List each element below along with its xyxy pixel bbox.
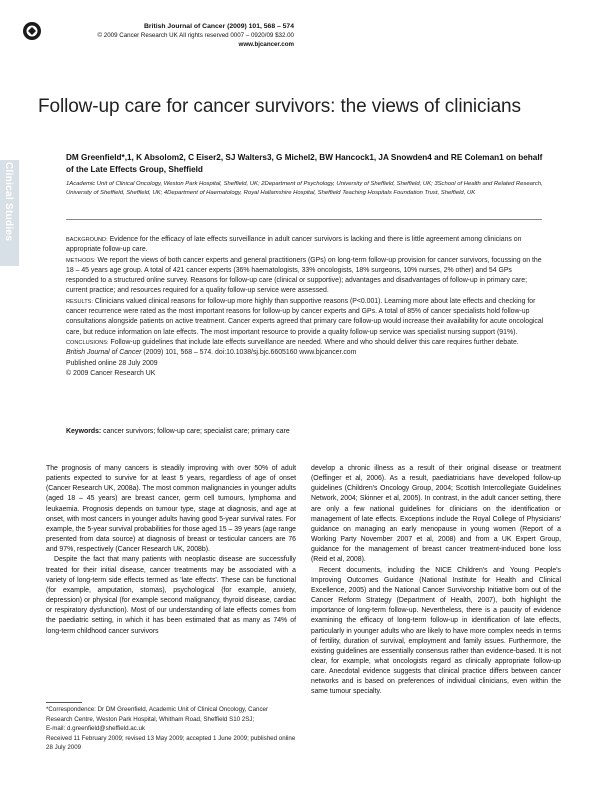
citation-journal: British Journal of Cancer xyxy=(66,349,142,357)
copyright-line: © 2009 Cancer Research UK All rights reserved 0007 – 0920/09 $32.00 xyxy=(97,32,294,39)
body-paragraph: The prognosis of many cancers is steadily improving with over 50% of adult patients expected to survive for at least 5 years, regardless of age of onset (Cancer Research UK, 2008a). The most common malignancies in younger adults (aged 18 – 45 years) are breast cancer, germ cell tumours, lymphoma and leukaemia. Prognosis depends on tumour type, stage at diagnosis, and age at onset, with most cancers in younger adults having good 5-year survival rates. For example, the 5-year survival probabilities for those aged 15 – 39 years (age range presented from data source) at diagnosis of breast or testicular cancers are 76 and 97%, respectively (Cancer Research UK, 2008b). xyxy=(46,465,296,554)
journal-header xyxy=(62,22,294,49)
abstract-background: Evidence for the efficacy of late effects surveillance in adult cancer survivors is lacking and there is little agreement among clinicians on appropriate follow-up care. xyxy=(66,236,522,254)
section-tab-label: Clinical Studies xyxy=(3,162,14,242)
received-dates: Received 11 February 2009; revised 13 May 2009; accepted 1 June 2009; published online 28 July 2009 xyxy=(46,734,296,752)
abstract-conclusions-head: CONCLUSIONS: xyxy=(66,339,109,346)
abstract-results-head: RESULTS: xyxy=(66,298,93,305)
abstract-methods-head: METHODS: xyxy=(66,257,96,264)
body-paragraph: develop a chronic illness as a result of their original disease or treatment (Oeffinger et al, 2006). As a result, paediatricians have developed follow-up guidelines (Children's Oncology Group, 2004; Scottish Intercollegiate Guidelines Network, 2004; Skinner et al, 2005). In contrast, in the adult cancer setting, there are only a few national guidelines for clinicians on the identification or management of late effects. Exceptions include the Royal College of Physicians' guidance on managing an early menopause in young women (Report of a Working Party November 2007 et al, 2008) and from a UK Expert Group, guidance for the management of breast cancer treatment-induced bone loss (Reid et al, 2008). xyxy=(311,465,561,564)
body-paragraph: Despite the fact that many patients with neoplastic disease are successfully treated for their initial disease, cancer treatments may be associated with a variety of long-term side effects termed as 'late effects'. These can be functional (for example, amputation, stomas), psychological (for example, anxiety, depression) or physical (for example second malignancy, thyroid disease, cardiac or respiratory dysfunction). Most of our understanding of late effects comes from the paediatric setting, in which it has been estimated that as many as 74% of long-term childhood cancer survivors xyxy=(46,556,296,635)
published-date: Published online 28 July 2009 xyxy=(66,359,158,367)
affiliations: 1Academic Unit of Clinical Oncology, Weston Park Hospital, Sheffield, UK; 2Department of Psychology, University of Sheffield, Sheffield, UK; 3School of Health and Related Research, University of Sheffield, Sheffield, UK; 4Department of Haematology, Royal Hallamshire Hospital, Sheffield Teaching Hospitals Foundation Trust, Sheffield, UK xyxy=(66,181,543,196)
citation-details: (2009) 101, 568 – 574. doi:10.1038/sj.bjc.6605160 www.bjcancer.com xyxy=(141,349,357,357)
keywords-label: Keywords: xyxy=(66,428,102,435)
body-right-column xyxy=(311,464,561,698)
abstract-conclusions: Follow-up guidelines that include late effects surveillance are needed. Where and who should deliver this care requires further debate. xyxy=(110,338,519,346)
body-left-column xyxy=(46,464,296,637)
journal-logo-icon xyxy=(22,21,42,41)
footnote-divider xyxy=(46,702,82,703)
body-paragraph: Recent documents, including the NICE Children's and Young People's Improving Outcomes Guidance (National Institute for Health and Clinical Excellence, 2005) and the National Cancer Survivorship Initiative born out of the Cancer Reform Strategy (Department of Health, 2007), both highlight the importance of long-term follow-up. Nevertheless, there is a paucity of evidence examining the efficacy of long-term follow-up in identification of late effects, particularly in younger adults who are likely to have more complex needs in terms of fertility, duration of survival, employment and family issues. Furthermore, the existing guidelines are essentially consensus rather than evidence-based. It is not clear, for example, what oncologists regard as clinically appropriate follow-up care. Anecdotal evidence suggests that clinical practice differs between cancer networks and is based on preferences of individual clinicians, even within the same tumour specialty. xyxy=(311,566,561,696)
email[interactable]: E-mail: d.greenfield@sheffield.ac.uk xyxy=(46,725,146,733)
author-list: DM Greenfield*,1, K Absolom2, C Eiser2, SJ Walters3, G Michel2, BW Hancock1, JA Snowden4 and RE Coleman1 on behalf of the Late Effects Group, Sheffield xyxy=(66,153,543,174)
section-tab xyxy=(0,160,19,266)
abstract-methods: We report the views of both cancer experts and general practitioners (GPs) on long-term follow-up provision for cancer survivors, focussing on the 18 – 45 years age group. A total of 421 cancer experts (36% haematologists, 33% oncologists, 18% surgeons, 10% nurses, 2% other) and 54 GPs responded to a structured online survey. Reasons for follow-up care (clinical or supportive); advantages and disadvantages of follow-up in primary care; current practice; and resources required for a quality follow-up service were assessed. xyxy=(66,256,542,295)
keywords xyxy=(66,428,290,435)
article-title: Follow-up care for cancer survivors: the views of clinicians xyxy=(38,96,521,117)
divider xyxy=(66,219,542,220)
correspondence: *Correspondence: Dr DM Greenfield, Academic Unit of Clinical Oncology, Cancer Research Centre, Weston Park Hospital, Whitham Road, Sheffield S10 2SJ; xyxy=(46,706,269,723)
abstract xyxy=(66,235,544,379)
keywords-list: cancer survivors; follow-up care; specialist care; primary care xyxy=(103,428,290,435)
journal-line: British Journal of Cancer (2009) 101, 568 – 574 xyxy=(144,23,294,30)
abstract-background-head: BACKGROUND: xyxy=(66,237,108,243)
abstract-copyright: © 2009 Cancer Research UK xyxy=(66,369,156,377)
abstract-results: Clinicians valued clinical reasons for follow-up more highly than supportive reasons (P<0.001). Learning more about late effects and checking for cancer recurrence were rated as the most important reasons for follow-up by cancer experts and GPs. A total of 85% of cancer specialists hold follow-up consultations alongside patients on active treatment. Cancer experts agreed that primary care follow-up would increase their availability for acute oncological care, but reduce information on late effects. The most important resource to provide a quality follow-up service was specialist nursing support (91%). xyxy=(66,297,544,336)
footnote xyxy=(46,705,296,753)
website-link[interactable]: www.bjcancer.com xyxy=(238,41,294,48)
